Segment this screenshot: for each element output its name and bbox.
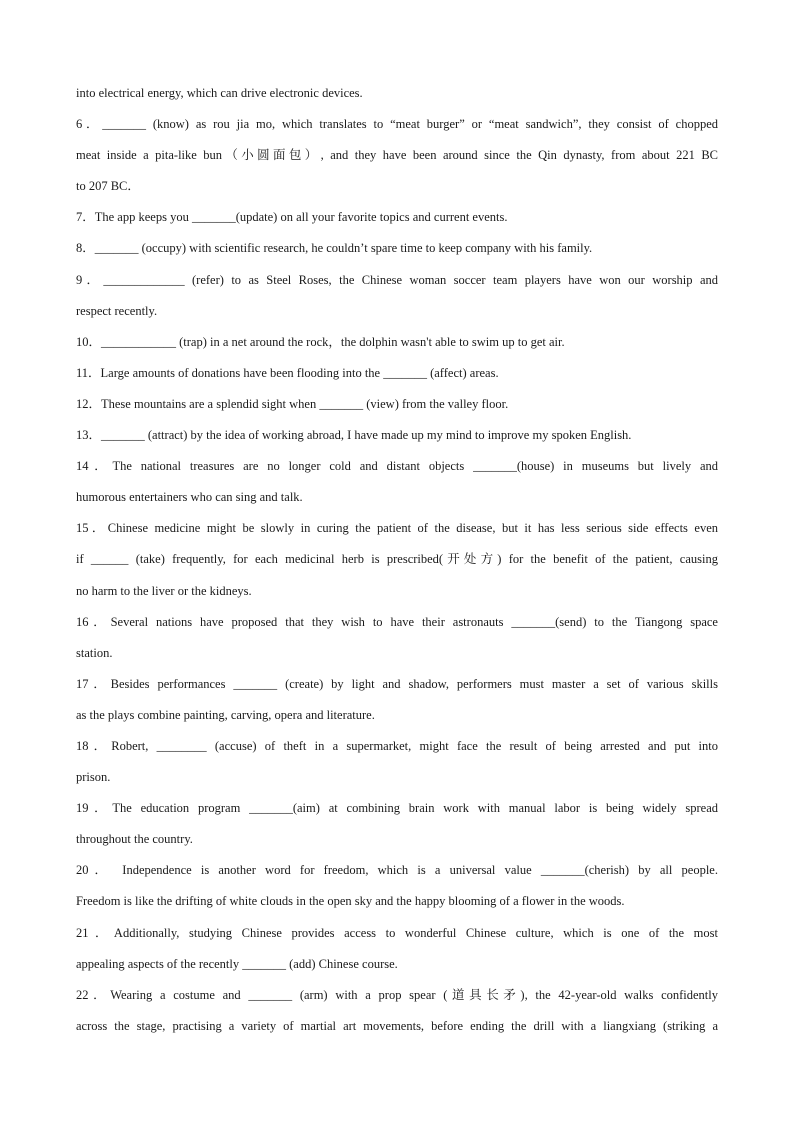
- text-line: if ______ (take) frequently, for each medicinal herb is prescribed(开处方) for the benefit of the patient, causing: [76, 552, 718, 567]
- text-line: 18．Robert, ________ (accuse) of theft in a supermarket, might face the result of being arrested and put into: [76, 738, 718, 753]
- text-line: meat inside a pita-like bun（小圆面包）, and they have been around since the Qin dynasty, from about 221 BC: [76, 148, 718, 163]
- text-line: throughout the country.: [76, 832, 193, 847]
- text-line: 7．The app keeps you _______(update) on all your favorite topics and current events.: [76, 210, 508, 225]
- text-line: 12．These mountains are a splendid sight when _______ (view) from the valley floor.: [76, 396, 509, 411]
- text-line: humorous entertainers who can sing and talk.: [76, 490, 303, 505]
- text-line: 11．Large amounts of donations have been flooding into the _______ (affect) areas.: [76, 365, 499, 380]
- text-line: Freedom is like the drifting of white clouds in the open sky and the happy blooming of a flower in the woods.: [76, 894, 625, 909]
- text-line: 10．____________ (trap) in a net around the rock，the dolphin wasn't able to swim up to get air.: [76, 334, 565, 349]
- text-line: 15．Chinese medicine might be slowly in curing the patient of the disease, but it has less serious side effects even: [76, 521, 718, 536]
- text-line: 14．The national treasures are no longer cold and distant objects _______(house) in museums but lively and: [76, 459, 718, 474]
- text-line: prison.: [76, 770, 111, 785]
- text-line: 19．The education program _______(aim) at combining brain work with manual labor is being widely spread: [76, 801, 718, 816]
- text-line: as the plays combine painting, carving, opera and literature.: [76, 707, 375, 722]
- text-line: 8．_______ (occupy) with scientific research, he couldn’t spare time to keep company with his family.: [76, 241, 593, 256]
- text-line: 6．_______ (know) as rou jia mo, which translates to “meat burger” or “meat sandwich”, they consist of chopped: [76, 117, 718, 132]
- text-line: no harm to the liver or the kidneys.: [76, 583, 252, 598]
- text-line: respect recently.: [76, 303, 158, 318]
- text-line: across the stage, practising a variety of martial art movements, before ending the drill with a liangxiang (striking a: [76, 1018, 718, 1033]
- text-line: 20． Independence is another word for freedom, which is a universal value _______(cherish) by all people.: [76, 863, 718, 878]
- exercise-text-block: [76, 78, 718, 1042]
- text-line: 13．_______ (attract) by the idea of working abroad, I have made up my mind to improve my spoken English.: [76, 428, 632, 443]
- text-line: 17．Besides performances _______ (create) by light and shadow, performers must master a set of various skills: [76, 676, 718, 691]
- text-line: 9．_____________ (refer) to as Steel Roses, the Chinese woman soccer team players have won our worship and: [76, 272, 718, 287]
- text-line: into electrical energy, which can drive electronic devices.: [76, 86, 363, 100]
- text-line: station.: [76, 645, 113, 660]
- text-line: to 207 BC．: [76, 179, 140, 194]
- text-line: 22．Wearing a costume and _______ (arm) with a prop spear (道具长矛), the 42-year-old walks confidently: [76, 987, 718, 1002]
- text-line: 16．Several nations have proposed that they wish to have their astronauts _______(send) to the Tiangong space: [76, 614, 718, 629]
- text-line: appealing aspects of the recently _______ (add) Chinese course.: [76, 956, 398, 971]
- text-line: 21．Additionally, studying Chinese provides access to wonderful Chinese culture, which is one of the most: [76, 925, 718, 940]
